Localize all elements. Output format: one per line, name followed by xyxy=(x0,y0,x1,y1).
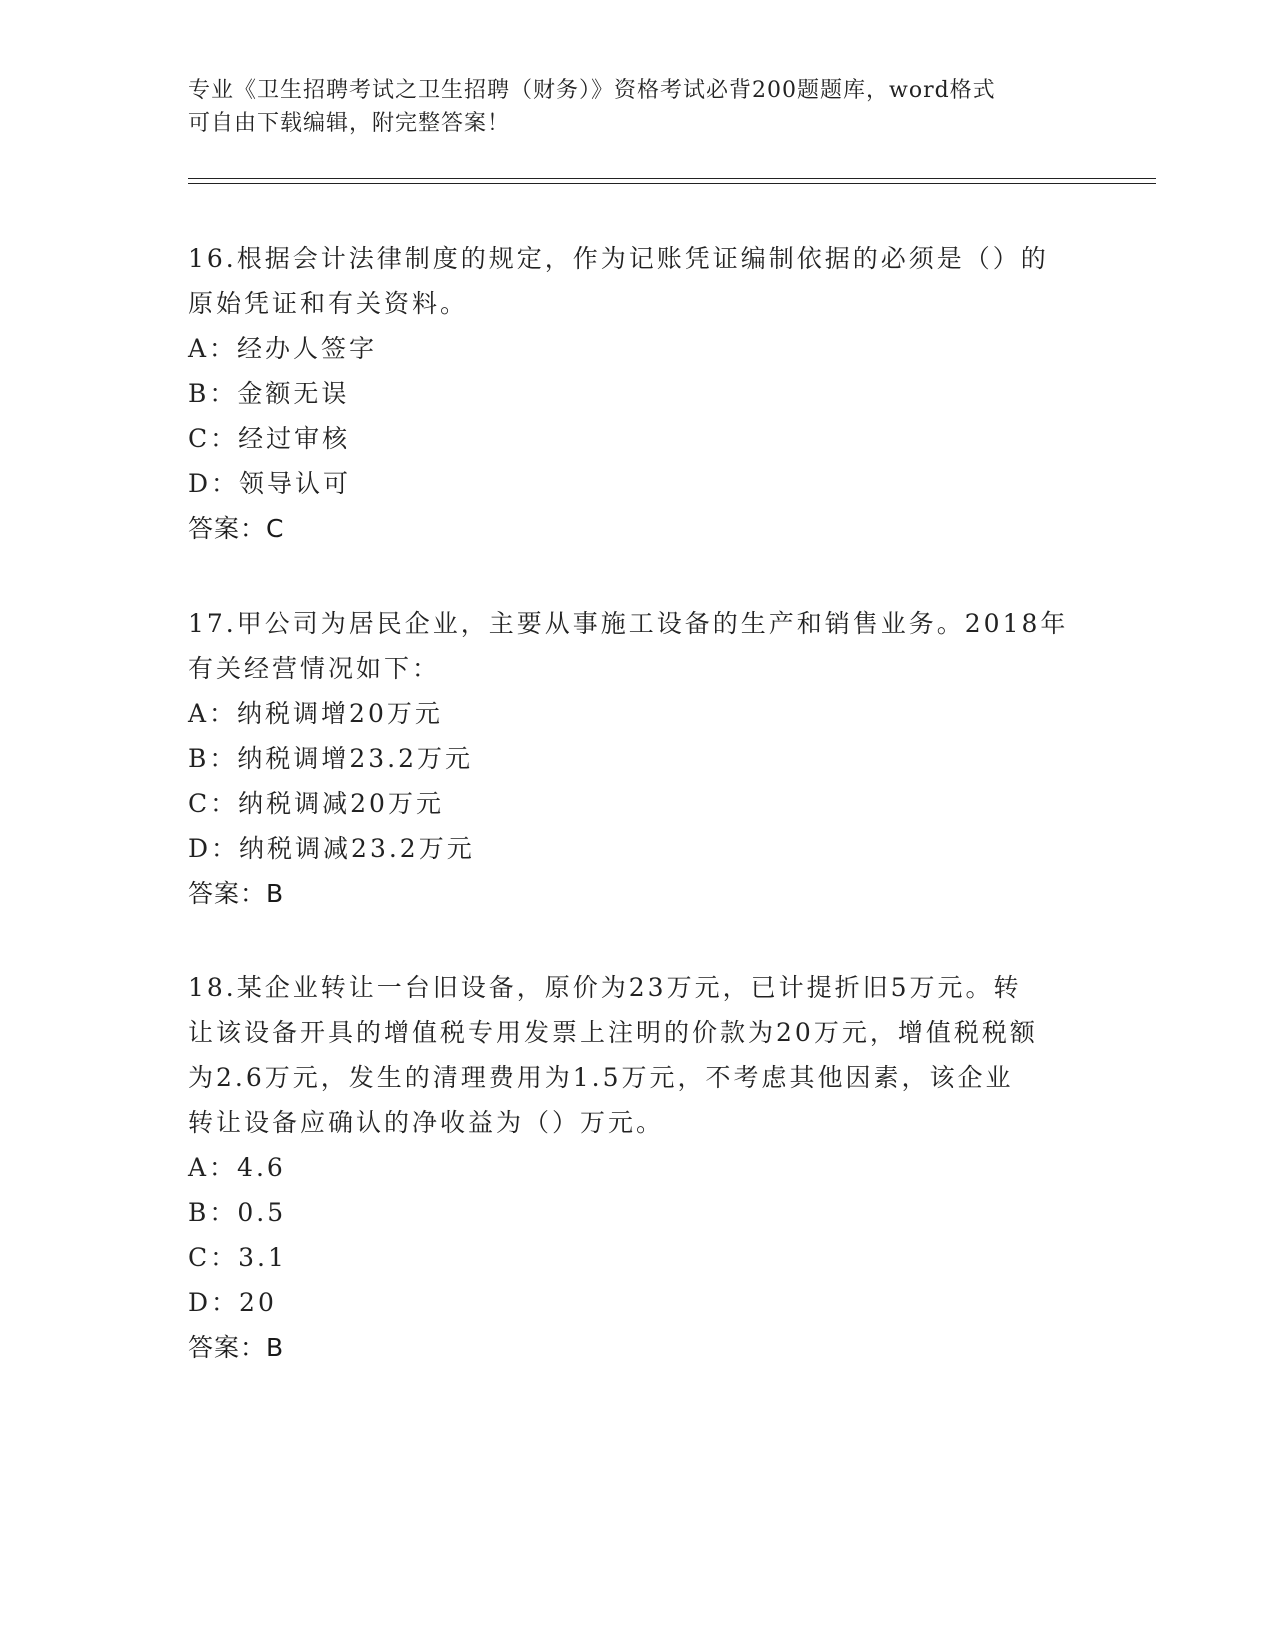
header-divider xyxy=(188,178,1156,179)
option-a: A：经办人签字 xyxy=(188,334,378,363)
stem-line: 转让设备应确认的净收益为（）万元。 xyxy=(188,1108,665,1137)
option-b: B：0.5 xyxy=(188,1198,287,1227)
answer: 答案：B xyxy=(188,1333,285,1362)
header-divider xyxy=(188,183,1156,184)
question-17 xyxy=(188,601,1088,916)
stem-line: 为2.6万元，发生的清理费用为1.5万元，不考虑其他因素，该企业 xyxy=(188,1063,1014,1092)
option-c: C：纳税调减20万元 xyxy=(188,789,444,818)
option-b: B：金额无误 xyxy=(188,379,350,408)
stem-line: 有关经营情况如下： xyxy=(188,654,441,683)
option-c: C：3.1 xyxy=(188,1243,287,1272)
question-18 xyxy=(188,965,1088,1370)
question-16 xyxy=(188,236,1088,551)
question-stem xyxy=(188,601,1088,691)
option-d: D：领导认可 xyxy=(188,469,352,498)
option-d: D：20 xyxy=(188,1288,277,1317)
document-header xyxy=(188,74,1068,140)
option-a: A：4.6 xyxy=(188,1153,286,1182)
option-b: B：纳税调增23.2万元 xyxy=(188,744,474,773)
stem-line: 让该设备开具的增值税专用发票上注明的价款为20万元，增值税税额 xyxy=(188,1018,1038,1047)
question-stem xyxy=(188,965,1088,1145)
answer: 答案：C xyxy=(188,514,285,543)
stem-line: 原始凭证和有关资料。 xyxy=(188,289,469,318)
question-stem xyxy=(188,236,1088,326)
option-d: D：纳税调减23.2万元 xyxy=(188,834,475,863)
header-line: 专业《卫生招聘考试之卫生招聘（财务）》资格考试必背200题题库，word格式 xyxy=(188,78,996,103)
stem-line: 18.某企业转让一台旧设备，原价为23万元，已计提折旧5万元。转 xyxy=(188,973,1022,1002)
option-c: C：经过审核 xyxy=(188,424,351,453)
stem-line: 17.甲公司为居民企业，主要从事施工设备的生产和销售业务。2018年 xyxy=(188,609,1069,638)
option-a: A：纳税调增20万元 xyxy=(188,699,443,728)
stem-line: 16.根据会计法律制度的规定，作为记账凭证编制依据的必须是（）的 xyxy=(188,244,1049,273)
header-line: 可自由下载编辑，附完整答案！ xyxy=(188,111,511,136)
answer: 答案：B xyxy=(188,879,285,908)
